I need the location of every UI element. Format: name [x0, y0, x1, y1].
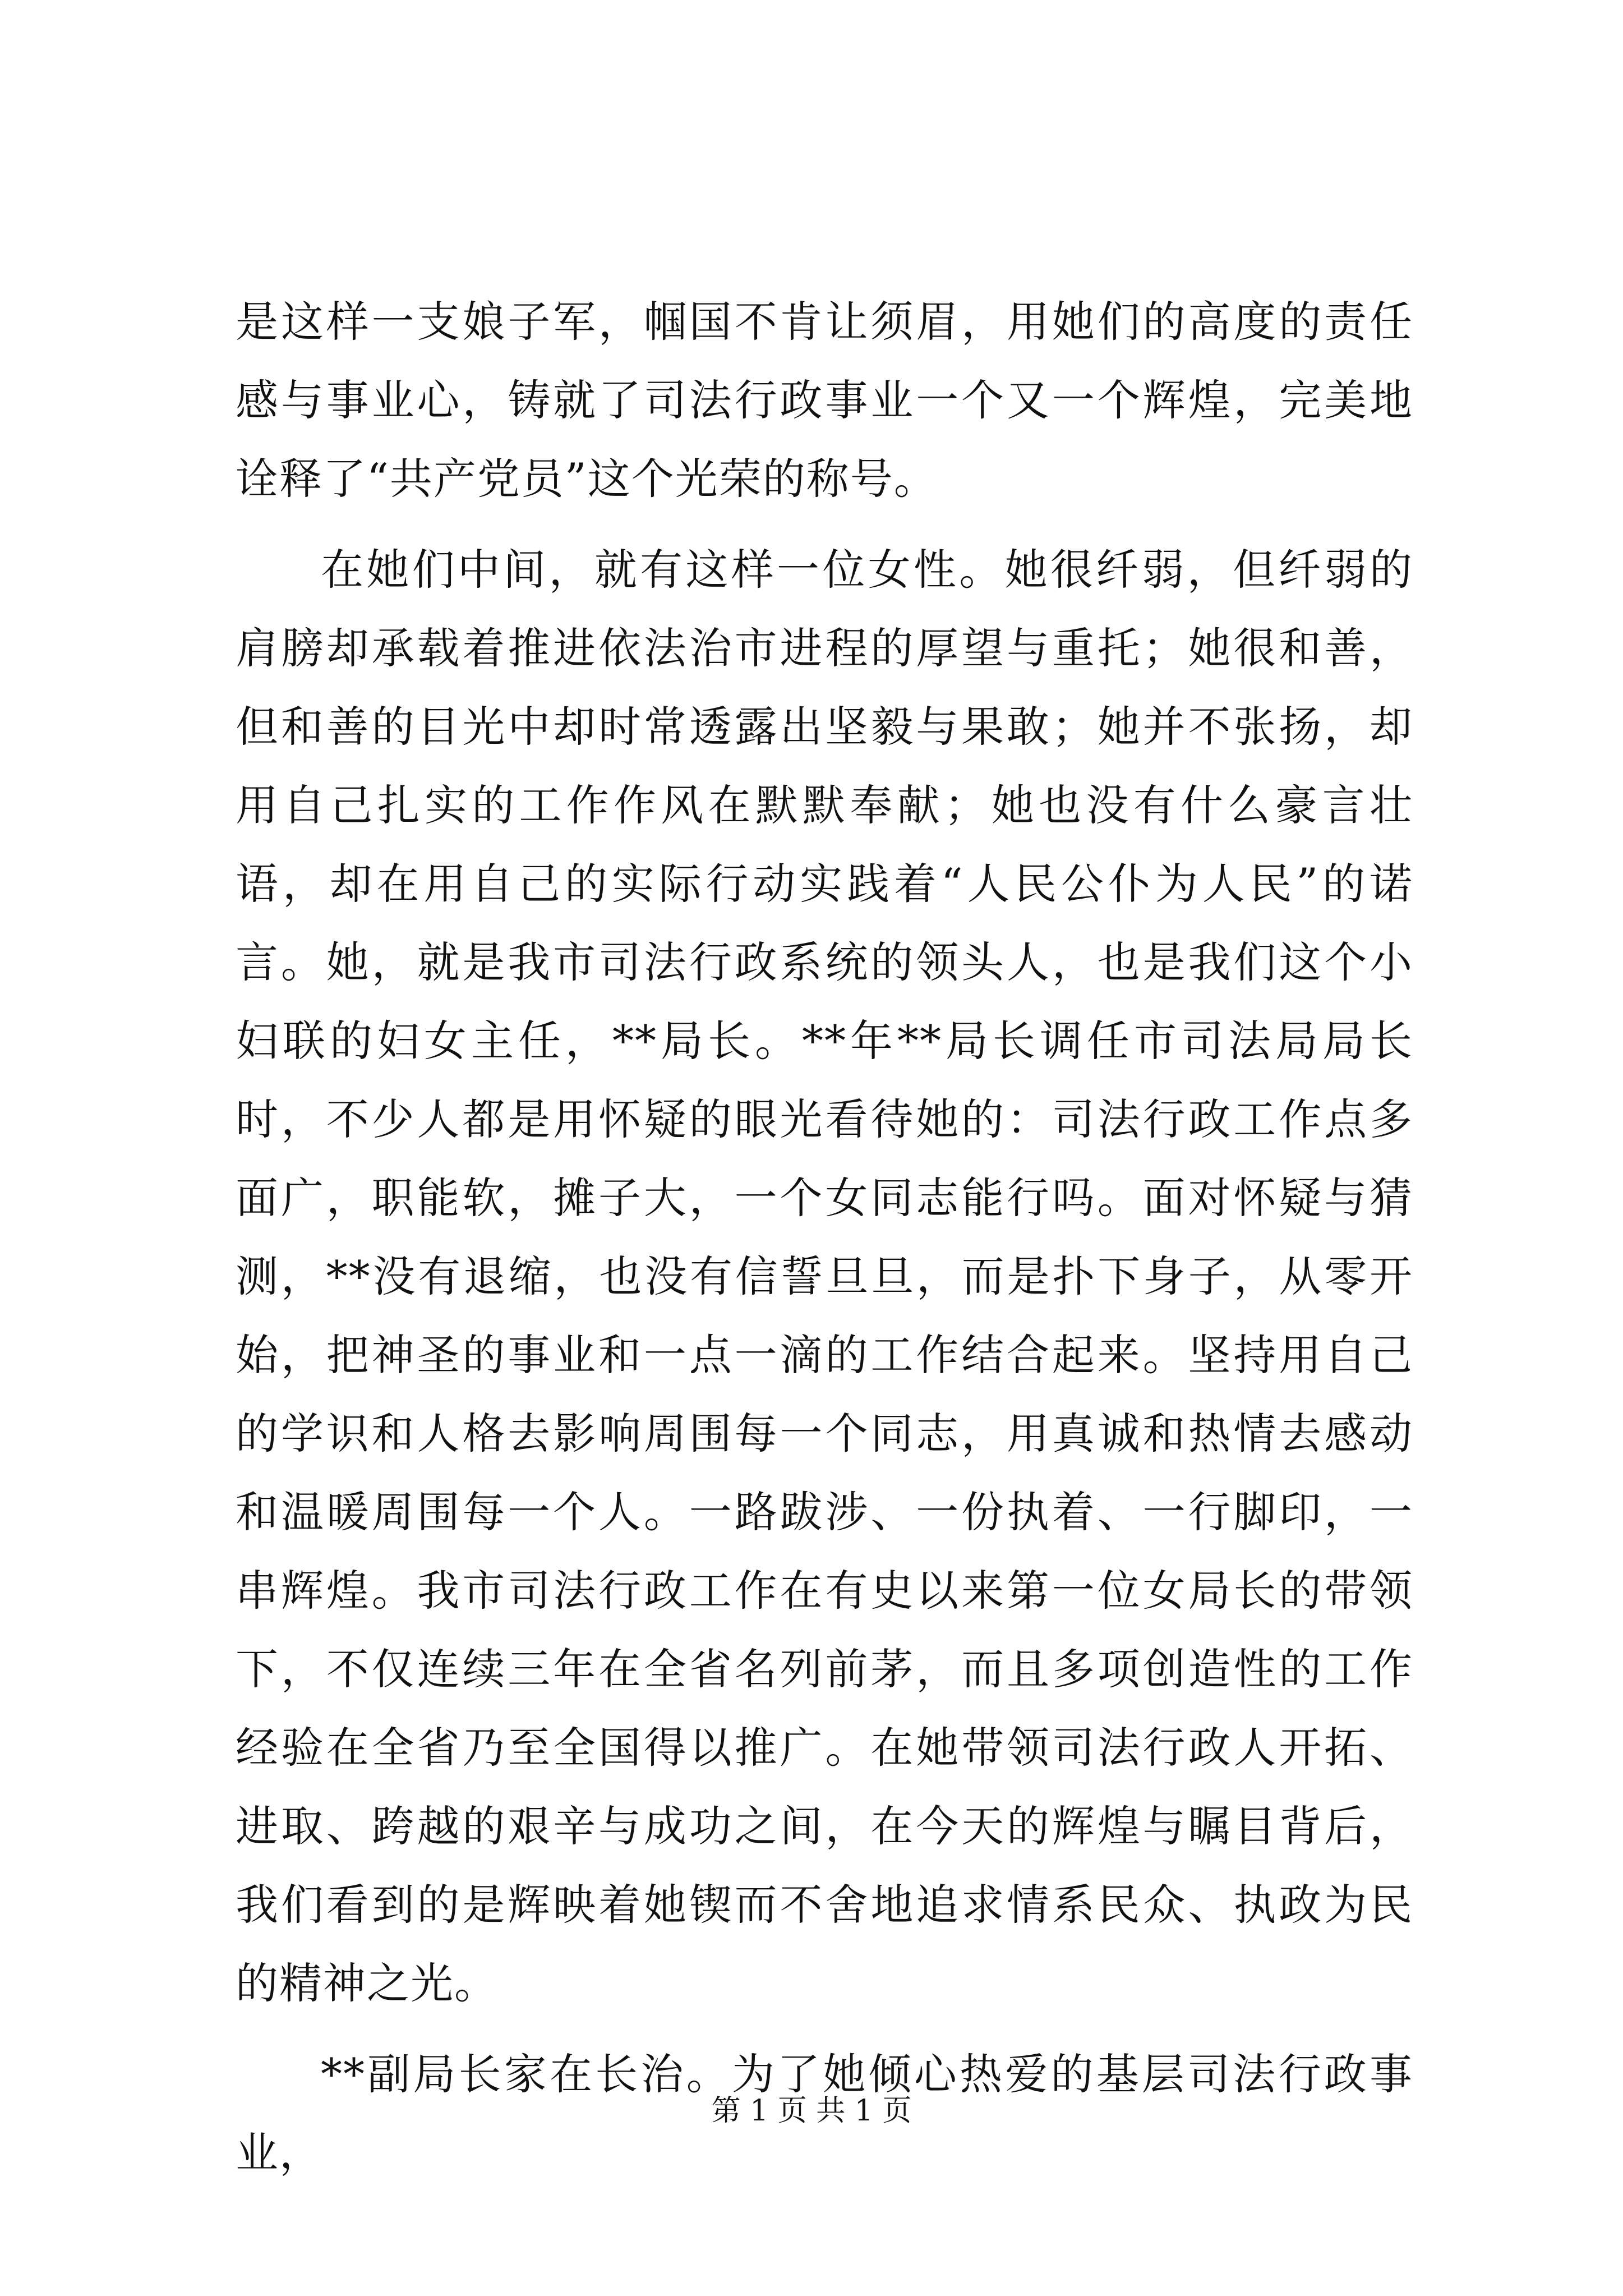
- document-body: [236, 283, 1413, 2205]
- page-footer: 第 1 页 共 1 页: [711, 2094, 912, 2128]
- paragraph-1: 是这样一支娘子军，帼国不肯让须眉，用她们的高度的责任感与事业心，铸就了司法行政事业一个又一个辉煌，完美地诠释了“共产党员”这个光荣的称号。: [236, 297, 1413, 504]
- paragraph-2: 在她们中间，就有这样一位女性。她很纤弱，但纤弱的肩膀却承载着推进依法治市进程的厚望与重托；她很和善，但和善的目光中却时常透露出坚毅与果敢；她并不张扬，却用自己扎实的工作作风在默默奉献；她也没有什么豪言壮语，却在用自己的实际行动实践着“人民公仆为人民”的诺言。她，就是我市司法行政系统的领头人，也是我们这个小妇联的妇女主任，**局长。**年**局长调任市司法局局长时，不少人都是用怀疑的眼光看待她的：司法行政工作点多面广，职能软，摊子大，一个女同志能行吗。面对怀疑与猜测，**没有退缩，也没有信誓旦旦，而是扑下身子，从零开始，把神圣的事业和一点一滴的工作结合起来。坚持用自己的学识和人格去影响周围每一个同志，用真诚和热情去感动和温暖周围每一个人。一路跋涉、一份执着、一行脚印，一串辉煌。我市司法行政工作在有史以来第一位女局长的带领下，不仅连续三年在全省名列前茅，而且多项创造性的工作经验在全省乃至全国得以推广。在她带领司法行政人开拓、进取、跨越的艰辛与成功之间，在今天的辉煌与瞩目背后，我们看到的是辉映着她锲而不舍地追求情系民众、执政为民的精神之光。: [236, 545, 1413, 2008]
- paragraph-3: **副局长家在长治。为了她倾心热爱的基层司法行政事业，: [236, 2049, 1413, 2178]
